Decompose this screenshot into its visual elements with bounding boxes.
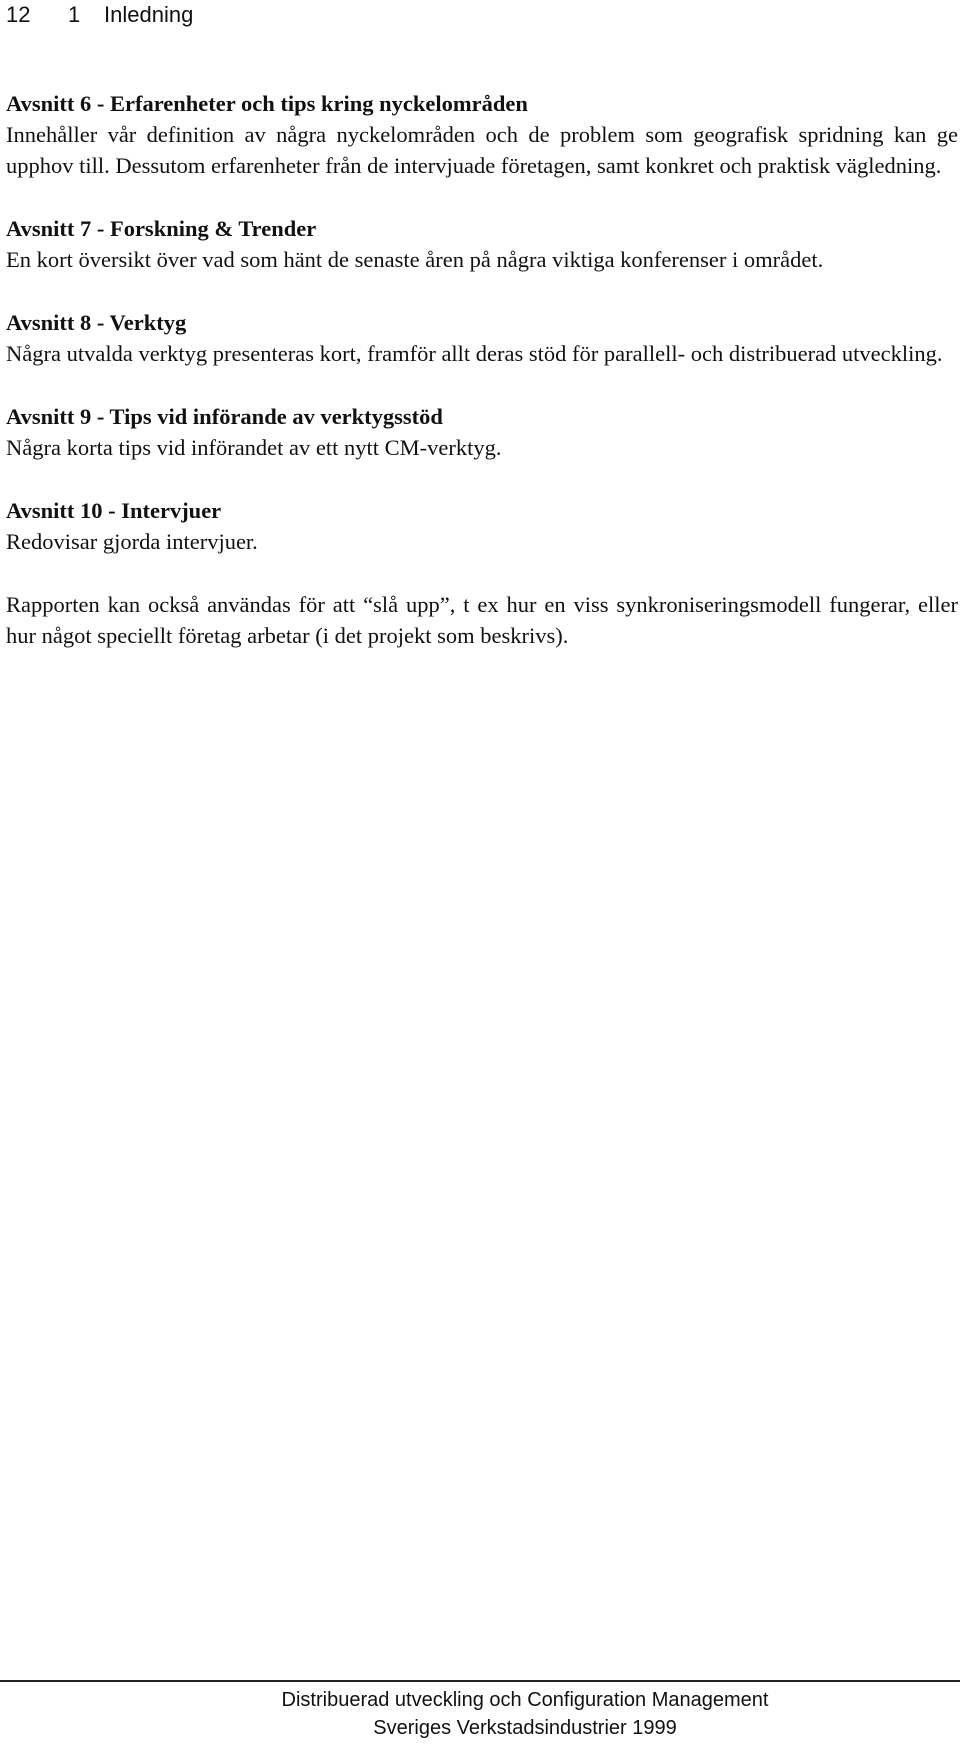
chapter-title: Inledning xyxy=(104,2,194,27)
section-avsnitt-10 xyxy=(6,495,958,557)
section-heading: Avsnitt 10 - Intervjuer xyxy=(6,498,222,523)
section-text: Några korta tips vid införandet av ett nytt CM-verktyg. xyxy=(6,435,502,460)
footer-line-publisher: Sveriges Verkstadsindustrier 1999 xyxy=(373,1717,677,1739)
running-header xyxy=(6,0,193,30)
section-avsnitt-6 xyxy=(6,88,958,181)
chapter-number: 1 xyxy=(68,2,81,27)
section-heading: Avsnitt 6 - Erfarenheter och tips kring nyckelområden xyxy=(6,91,528,116)
section-text: Redovisar gjorda intervjuer. xyxy=(6,529,258,554)
page-footer xyxy=(0,1686,960,1742)
section-avsnitt-9 xyxy=(6,401,958,463)
section-text: Innehåller vår definition av några nyckelområden och de problem som geografisk spridning kan ge upphov till. Dessutom erfarenheter från de intervjuade företagen, samt konkret och praktisk vägledning. xyxy=(6,122,958,178)
section-heading: Avsnitt 9 - Tips vid införande av verktygsstöd xyxy=(6,404,443,429)
section-text: En kort översikt över vad som hänt de senaste åren på några viktiga konferenser i området. xyxy=(6,247,824,272)
page-body xyxy=(6,88,958,651)
footer-line-title: Distribuerad utveckling och Configuration Management xyxy=(281,1689,769,1711)
section-heading: Avsnitt 7 - Forskning & Trender xyxy=(6,216,317,241)
section-avsnitt-7 xyxy=(6,213,958,275)
section-avsnitt-8 xyxy=(6,307,958,369)
footer-divider xyxy=(0,1680,960,1682)
closing-paragraph: Rapporten kan också användas för att “slå upp”, t ex hur en viss synkroniseringsmodell fungerar, eller hur något speciellt företag arbetar (i det projekt som beskrivs). xyxy=(6,592,958,648)
page-number: 12 xyxy=(6,2,31,27)
section-heading: Avsnitt 8 - Verktyg xyxy=(6,310,187,335)
section-text: Några utvalda verktyg presenteras kort, framför allt deras stöd för parallell- och distribuerad utveckling. xyxy=(6,341,943,366)
